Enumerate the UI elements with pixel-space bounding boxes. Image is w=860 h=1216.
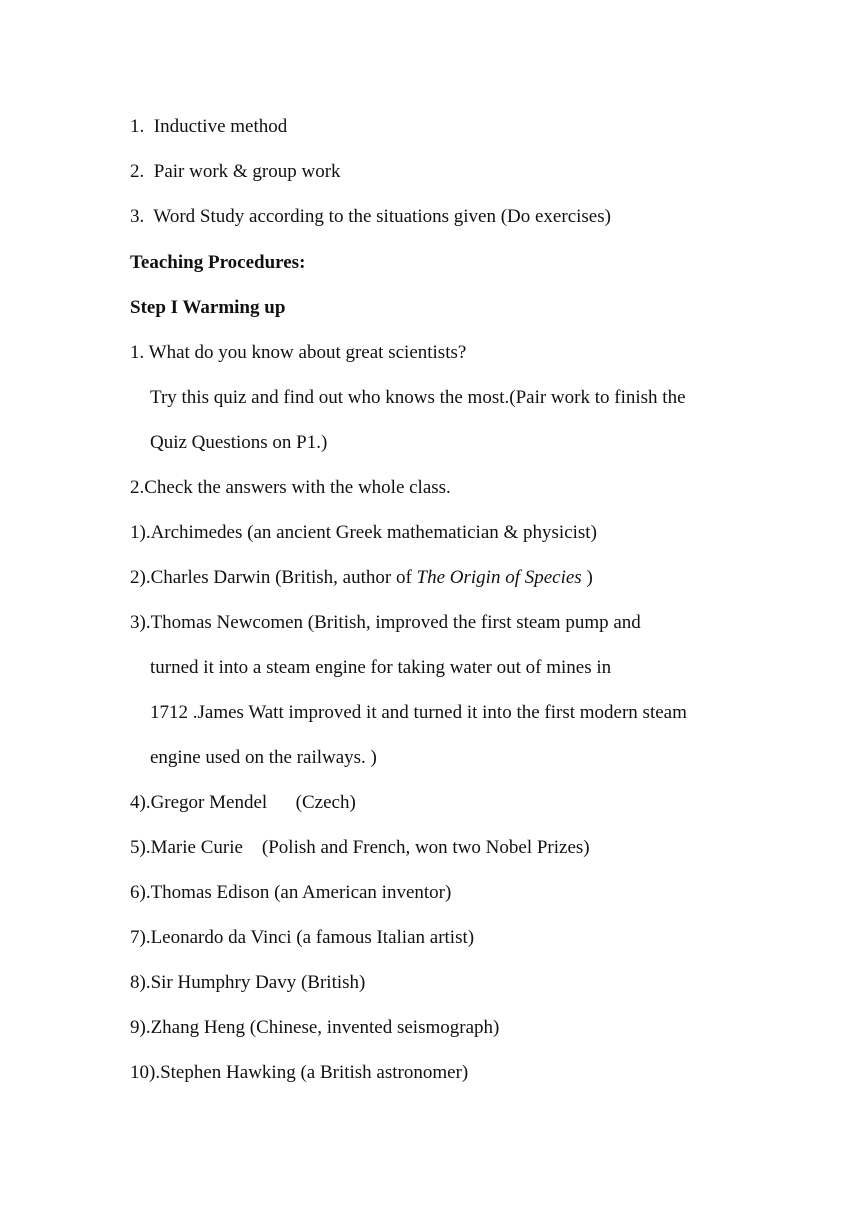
heading-teaching-procedures: Teaching Procedures: (130, 252, 306, 273)
warmup-question-2: 2.Check the answers with the whole class. (130, 477, 451, 498)
answer-9: 9).Zhang Heng (Chinese, invented seismograph) (130, 1017, 500, 1038)
method-text: Word Study according to the situations given (Do exercises) (153, 206, 611, 227)
answer-3-line-2: turned it into a steam engine for taking water out of mines in (150, 657, 612, 678)
answer-2-close: ) (581, 567, 593, 588)
warmup-question-1-detail-line-2: Quiz Questions on P1.) (150, 432, 328, 453)
method-text: Inductive method (153, 116, 288, 137)
answer-2-text: 2).Charles Darwin (British, author of (130, 567, 417, 588)
answer-3-line-4: engine used on the railways. ) (150, 747, 377, 768)
method-number: 3. (130, 206, 145, 227)
method-number: 2. (130, 161, 145, 182)
warmup-question-1: 1. What do you know about great scientists? (130, 342, 467, 363)
method-number: 1. (130, 116, 145, 137)
book-title: The Origin of Species (416, 567, 582, 588)
answer-6: 6).Thomas Edison (an American inventor) (130, 882, 452, 903)
method-text: Pair work & group work (153, 161, 341, 182)
answer-2 (130, 566, 593, 590)
answer-1: 1).Archimedes (an ancient Greek mathematician & physicist) (130, 522, 597, 543)
method-item-2 (130, 160, 341, 184)
method-item-3 (130, 205, 611, 229)
answer-10: 10).Stephen Hawking (a British astronomer) (130, 1062, 469, 1083)
warmup-question-1-detail-line-1: Try this quiz and find out who knows the most.(Pair work to finish the (150, 387, 686, 408)
heading-step-1: Step I Warming up (130, 297, 286, 318)
answer-3-line-1: 3).Thomas Newcomen (British, improved the first steam pump and (130, 612, 641, 633)
answer-7: 7).Leonardo da Vinci (a famous Italian artist) (130, 927, 475, 948)
answer-3-line-3: 1712 .James Watt improved it and turned it into the first modern steam (150, 702, 687, 723)
answer-5: 5).Marie Curie (Polish and French, won two Nobel Prizes) (130, 837, 590, 858)
answer-8: 8).Sir Humphry Davy (British) (130, 972, 366, 993)
answer-4: 4).Gregor Mendel (Czech) (130, 792, 356, 813)
method-item-1 (130, 115, 287, 139)
